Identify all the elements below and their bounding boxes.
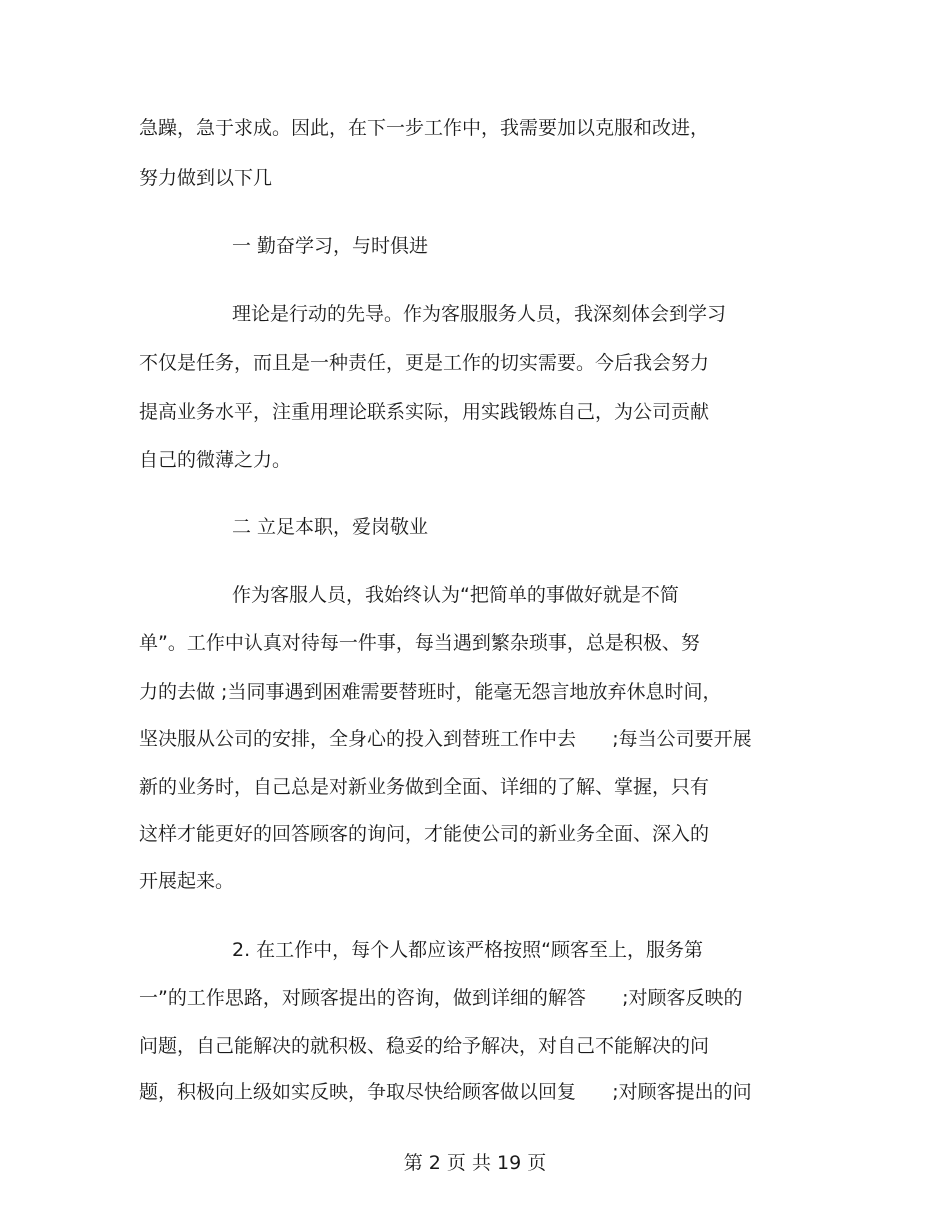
text-line: 问题，自己能解决的就积极、稳妥的给予解决，对自己不能解决的问 [139,1035,710,1057]
text-line: 2. 在工作中，每个人都应该严格按照“顾客至上，服务第 [232,939,704,961]
text-line: 提高业务水平，注重用理论联系实际，用实践锻炼自己，为公司贡献 [139,401,710,423]
section-heading: 二 立足本职，爱岗敬业 [232,516,429,538]
text-line: 作为客服人员，我始终认为“把简单的事做好就是不简 [232,584,679,606]
text-line: 坚决服从公司的安排，全身心的投入到替班工作中去 ;每当公司要开展 [139,728,752,750]
text-line: 自己的微薄之力。 [139,449,292,471]
text-line: 不仅是任务，而且是一种责任，更是工作的切实需要。今后我会努力 [139,352,710,374]
text-line: 这样才能更好的回答顾客的询问，才能使公司的新业务全面、深入的 [139,823,710,845]
text-line: 努力做到以下几 [139,167,273,189]
text-line: 理论是行动的先导。作为客服服务人员，我深刻体会到学习 [232,303,727,325]
text-line: 急躁，急于求成。因此，在下一步工作中，我需要加以克服和改进， [139,117,710,139]
page-number-footer: 第 2 页 共 19 页 [403,1152,547,1174]
section-heading: 一 勤奋学习，与时俱进 [232,235,429,257]
text-line: 单”。工作中认真对待每一件事，每当遇到繁杂琐事，总是积极、努 [139,632,700,654]
text-line: 题，积极向上级如实反映，争取尽快给顾客做以回复 ;对顾客提出的问 [139,1081,752,1103]
text-line: 一”的工作思路，对顾客提出的咨询，做到详细的解答 ;对顾客反映的 [139,987,743,1009]
text-line: 力的去做 ;当同事遇到困难需要替班时，能毫无怨言地放弃休息时间， [139,681,722,703]
text-line: 开展起来。 [139,870,235,892]
text-line: 新的业务时，自己总是对新业务做到全面、详细的了解、掌握，只有 [139,776,710,798]
